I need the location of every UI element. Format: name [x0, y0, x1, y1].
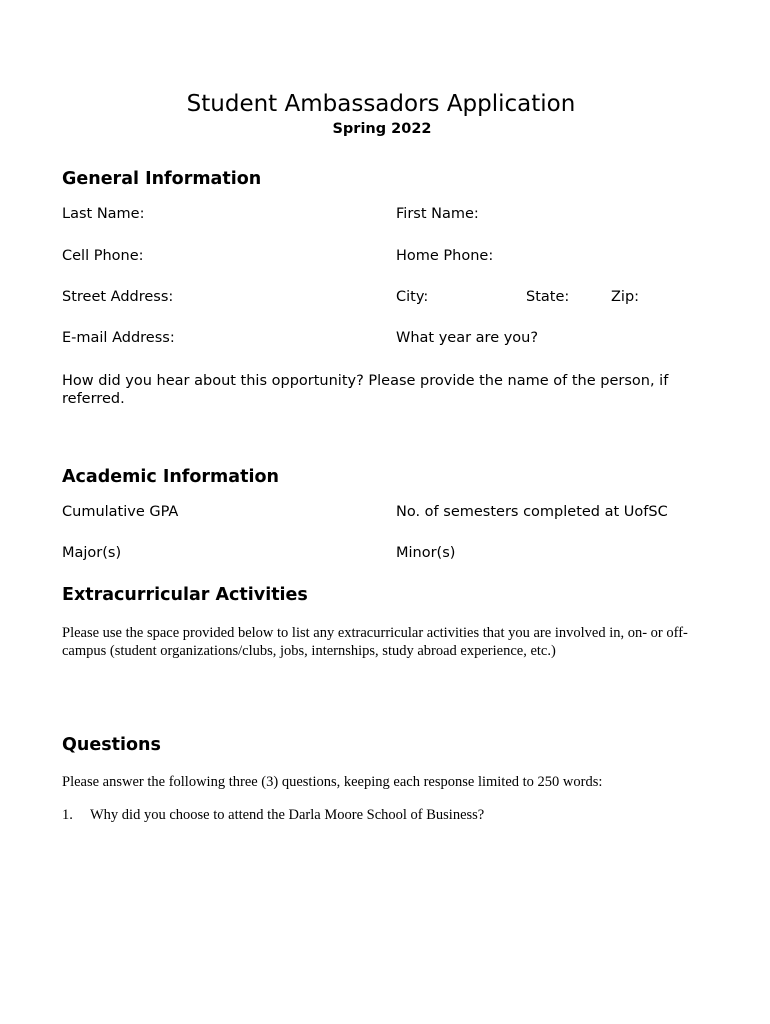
majors-label: Major(s) — [62, 545, 122, 561]
year-label: What year are you? — [396, 330, 539, 346]
extracurricular-instructions: Please use the space provided below to list any extracurricular activities that you are involved in, on- or off-campus (student organizations/clubs, jobs, internships, study abroad experience, etc.) — [62, 625, 688, 659]
page-subtitle: Spring 2022 — [332, 121, 432, 137]
last-name-label: Last Name: — [62, 206, 145, 222]
question-text: Why did you choose to attend the Darla Moore School of Business? — [90, 807, 485, 823]
minors-label: Minor(s) — [396, 545, 456, 561]
street-address-label: Street Address: — [62, 289, 174, 305]
extracurricular-heading: Extracurricular Activities — [62, 585, 308, 605]
question-number: 1. — [62, 807, 73, 823]
city-label: City: — [396, 289, 429, 305]
semesters-label: No. of semesters completed at UofSC — [396, 504, 668, 520]
academic-information-heading: Academic Information — [62, 467, 279, 487]
state-label: State: — [526, 289, 570, 305]
gpa-label: Cumulative GPA — [62, 504, 179, 520]
general-information-heading: General Information — [62, 169, 262, 189]
page-title: Student Ambassadors Application — [186, 91, 576, 117]
referral-question: How did you hear about this opportunity? Please provide the name of the person, if referred. — [62, 373, 669, 407]
email-address-label: E-mail Address: — [62, 330, 175, 346]
questions-heading: Questions — [62, 735, 161, 755]
cell-phone-label: Cell Phone: — [62, 248, 144, 264]
first-name-label: First Name: — [396, 206, 479, 222]
questions-instructions: Please answer the following three (3) questions, keeping each response limited to 250 words: — [62, 774, 603, 790]
home-phone-label: Home Phone: — [396, 248, 494, 264]
zip-label: Zip: — [611, 289, 640, 305]
